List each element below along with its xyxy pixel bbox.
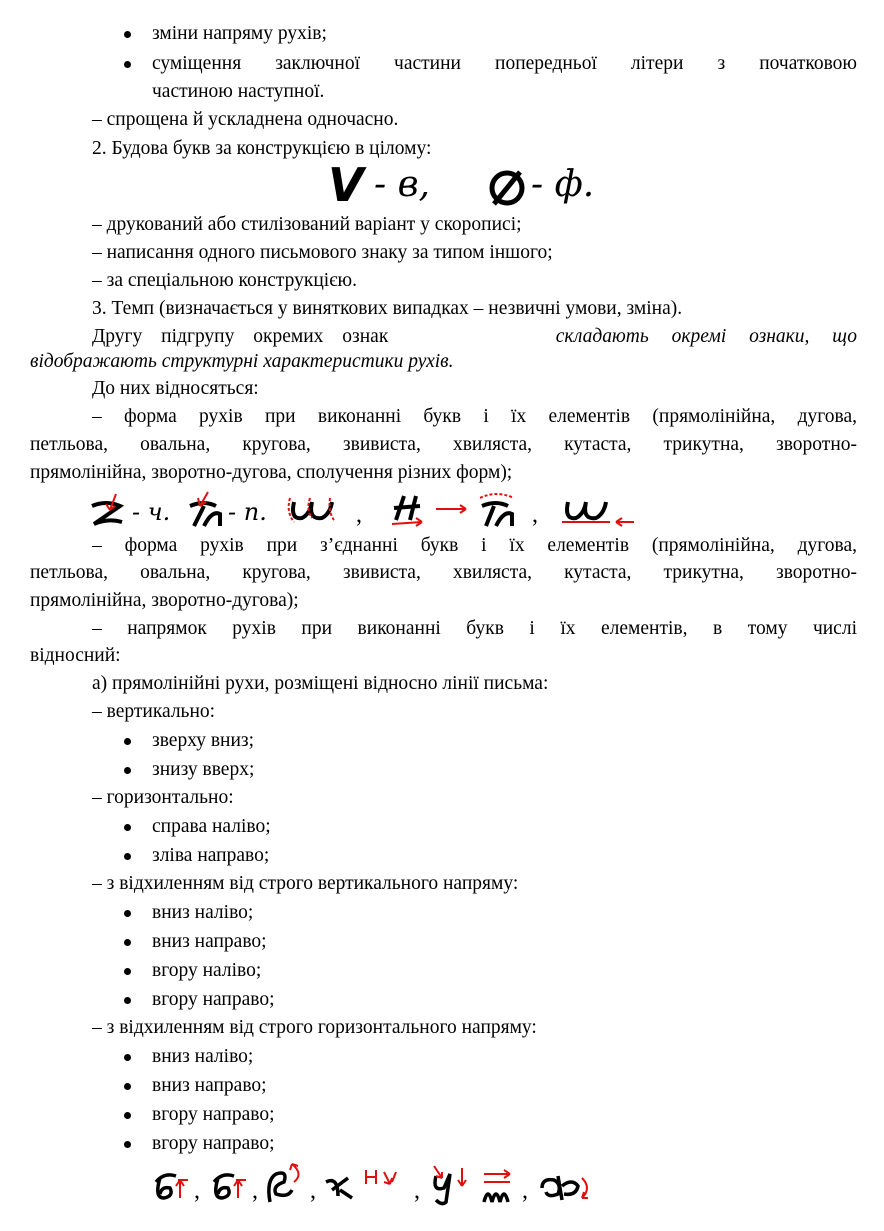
text-line: – форма рухів при виконанні букв і їх елементів (прямолінійна, дугова, (92, 406, 857, 427)
text-line: 2. Будова букв за конструкцією в цілому: (92, 138, 432, 159)
n-glyph (186, 492, 226, 530)
text-line: петльова, овальна, кругова, звивиста, хвиляста, кутаста, трикутна, зворотно- (30, 562, 857, 583)
text-line: Другу підгрупу окремих ознак складають окремі ознаки, що (92, 326, 857, 347)
list-item: зліва направо; (152, 844, 269, 868)
u-glyph-2 (560, 492, 636, 528)
comma: , (356, 502, 362, 528)
arrow-icon (436, 504, 470, 514)
text-line: До них відносяться: (92, 378, 259, 399)
bullet-icon (124, 910, 131, 917)
text-line: – друкований або стилізований варіант у скорописі; (92, 214, 522, 235)
list-item: вгору направо; (152, 988, 275, 1012)
k-script-glyph (322, 1166, 412, 1206)
b-glyph-2 (208, 1168, 250, 1206)
m-script-glyph (480, 1168, 518, 1206)
list-item: справа наліво; (152, 815, 271, 839)
text-line: – за спеціальною конструкцією. (92, 270, 358, 291)
text-line: відносний: (30, 645, 121, 666)
text-line: а) прямолінійні рухи, розміщені відносно лінії письма: (92, 673, 549, 694)
text-line: відображають структурні характеристики рухів. (30, 351, 454, 372)
text-line: – з відхиленням від строго горизонтального напряму: (92, 1017, 537, 1038)
list-item: знизу вверх; (152, 758, 254, 782)
text-line: – форма рухів при з’єднанні букв і їх елементів (прямолінійна, дугова, (92, 535, 857, 556)
construction-figure (328, 158, 628, 212)
n-glyph-2 (476, 490, 520, 530)
v-letter: - в, (374, 164, 431, 205)
list-item: вгору направо; (152, 1103, 275, 1127)
bullet-icon (124, 1112, 131, 1119)
list-item: вниз направо; (152, 930, 267, 954)
comma: , (532, 502, 538, 528)
text-line: – спрощена й ускладнена одночасно. (92, 109, 399, 130)
handwriting-forms-figure (86, 488, 646, 534)
bullet-icon (124, 997, 131, 1004)
list-item: вниз наліво; (152, 901, 253, 925)
comma: , (522, 1178, 528, 1204)
u-glyph-1 (286, 492, 350, 528)
form-text-2: - п. (228, 498, 267, 526)
list-item: вниз направо; (152, 1074, 267, 1098)
bullet-icon (124, 939, 131, 946)
bullet-icon (124, 1054, 131, 1061)
form-text-1: - ч. (132, 498, 171, 526)
text-line: – з відхиленням від строго вертикального напряму: (92, 873, 519, 894)
list-item: вгору наліво; (152, 959, 261, 983)
bullet-icon (124, 767, 131, 774)
bullet-icon (124, 968, 131, 975)
phi-letter: - ф. (531, 164, 595, 205)
text-line: прямолінійна, зворотно-дугова); (30, 590, 299, 611)
text-line: частиною наступної. (152, 81, 325, 102)
text-line: – напрямок рухів при виконанні букв і їх елементів, в тому числі (92, 618, 857, 639)
comma: , (252, 1178, 258, 1204)
text-line: – горизонтально: (92, 787, 234, 808)
bullet-icon (124, 738, 131, 745)
comma: , (414, 1178, 420, 1204)
bullet-icon (124, 824, 131, 831)
list-item: зміни напряму рухів; (152, 22, 327, 46)
bullet-icon (124, 31, 131, 38)
b-glyph-1 (150, 1168, 192, 1206)
list-item: зверху вниз; (152, 729, 254, 753)
text-line: – вертикально: (92, 701, 216, 722)
v-script-glyph (262, 1160, 306, 1208)
bullet-icon (124, 1083, 131, 1090)
list-item: вгору направо; (152, 1132, 275, 1156)
bullet-icon (124, 1141, 131, 1148)
comma: , (194, 1178, 200, 1204)
z-glyph (86, 494, 130, 530)
k-glyph (390, 490, 436, 530)
text-line: 3. Темп (визначається у виняткових випадках – незвичні умови, зміна). (92, 298, 683, 319)
v-glyph: V (328, 158, 364, 212)
list-item: суміщення заключної частини попередньої літери з початковою (152, 52, 857, 76)
list-item: вниз наліво; (152, 1045, 253, 1069)
f-script-glyph (538, 1170, 596, 1206)
empty-set-glyph (486, 168, 528, 208)
text-line: – написання одного письмового знаку за типом іншого; (92, 242, 553, 263)
text-line: петльова, овальна, кругова, звивиста, хвиляста, кутаста, трикутна, зворотно- (30, 434, 857, 455)
comma: , (310, 1178, 316, 1204)
bullet-icon (124, 61, 131, 68)
u-script-glyph (428, 1164, 478, 1208)
handwriting-direction-figure (150, 1160, 600, 1212)
bullet-icon (124, 853, 131, 860)
text-line: прямолінійна, зворотно-дугова, сполучення різних форм); (30, 462, 513, 483)
